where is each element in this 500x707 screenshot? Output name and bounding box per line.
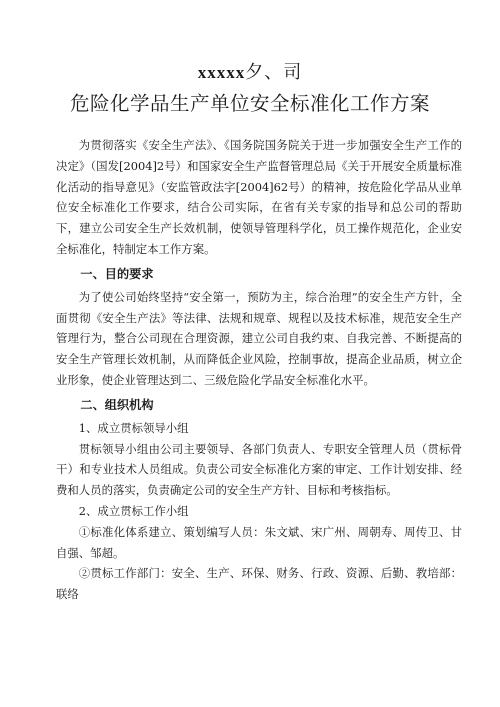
company-name (0, 58, 500, 84)
company-name-latin: xxxxx (197, 63, 246, 82)
work-group-departments: ②贯标工作部门：安全、生产、环保、财务、行政、资源、后勤、教培部：联络 (56, 566, 462, 602)
leadership-group-title: 1、成立贯标领导小组 (78, 420, 189, 435)
intro-paragraph: 为贯彻落实《安全生产法》、《国务院国务院关于进一步加强安全生产工作的决定》（国发[2004]2号）和国家安全生产监督管理总局《关于开展安全质量标准化活动的指导意见》（安监管政法字[2004]62号）的精神，按危险化学品从业单位安全标准化工作要求，结合公司实际，在省有关专家的指导和总公司的帮助下，建立公司安全生产长效机制，使领导管理科学化，员工操作规范化，企业安全标准化，特制定本工作方案。 (56, 138, 462, 256)
work-group-members: ①标准化体系建立、策划编写人员：朱文斌、宋广州、周朝寿、周传卫、甘自强、邹超。 (56, 524, 462, 560)
document-title: 危险化学品生产单位安全标准化工作方案 (69, 92, 430, 115)
section-heading-purpose: 一、目的要求 (80, 266, 154, 281)
purpose-paragraph: 为了使公司始终坚持“安全第一，预防为主，综合治理”的安全生产方针，全面贯彻《安全生产法》等法律、法规和规章、规程以及技术标准，规范安全生产管理行为，整合公司现在合理资源，建立公司自我约束、自我完善、不断提高的安全生产管理长效机制，从而降低企业风险，控制事故，提高企业品质，树立企业形象，使企业管理达到二、三级危险化学品安全标准化水平。 (56, 289, 462, 387)
document-body (56, 135, 462, 605)
section-heading-organization: 二、组织机构 (80, 397, 154, 412)
company-name-suffix: 夕、司 (245, 62, 303, 83)
leadership-group-paragraph: 贯标领导小组由公司主要领导、各部门负责人、专职安全管理人员（贯标骨干）和专业技术人员组成。负责公司安全标准化方案的审定、工作计划安排、经费和人员的落实，负责确定公司的安全生产方针、目标和考核指标。 (56, 441, 462, 498)
work-group-title: 2、成立贯标工作小组 (78, 503, 189, 518)
